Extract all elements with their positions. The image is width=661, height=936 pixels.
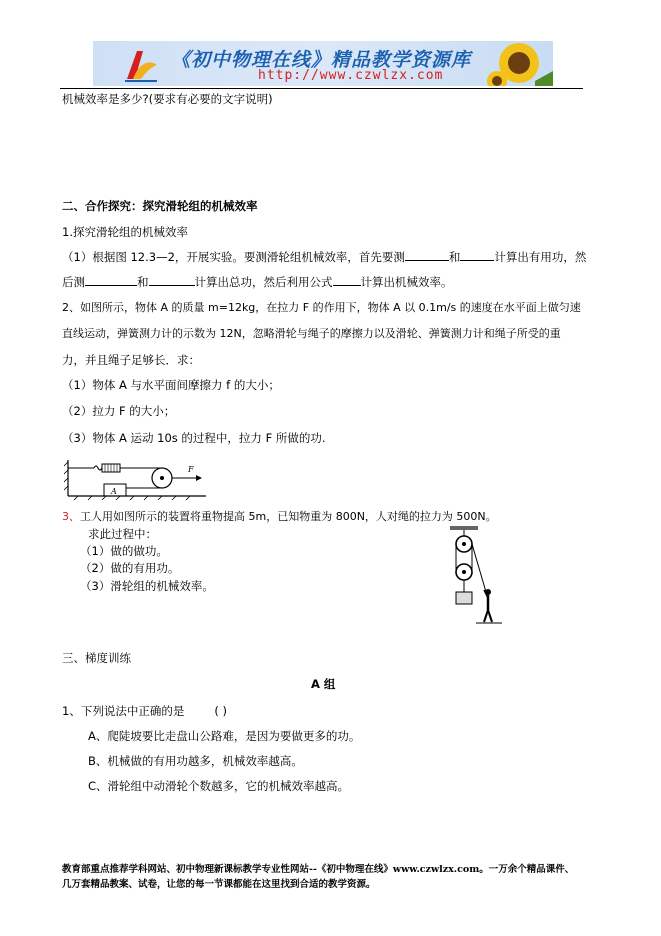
header-rule [60, 88, 583, 89]
option-a: A、爬陡坡要比走盘山公路难，是因为要做更多的功。 [88, 729, 361, 743]
q1-line2-d: 计算出机械效率。 [360, 275, 453, 289]
blank-4[interactable] [149, 274, 195, 286]
q3-ask: 求此过程中： [88, 527, 157, 541]
q1-title: 1.探究滑轮组的机械效率 [62, 225, 188, 239]
blank-3[interactable] [85, 274, 137, 286]
q2-sub3: （3）物体 A 运动 10s 的过程中，拉力 F 所做的功. [62, 431, 326, 445]
q1-line2-a: 后测 [62, 275, 85, 289]
q3-text: 工人用如图所示的装置将重物提高 5m，已知物重为 800N，人对绳的拉力为 500N。 [80, 510, 497, 523]
s3-q1 [62, 703, 227, 719]
blank-5[interactable] [333, 274, 361, 286]
q2-line3: 力，并且绳子足够长．求： [62, 353, 200, 367]
option-c: C、滑轮组中动滑轮个数越多，它的机械效率越高。 [88, 779, 350, 793]
answer-paren: ( ) [214, 704, 227, 718]
section2-heading: 二、合作探究：探究滑轮组的机械效率 [62, 199, 258, 213]
option-b: B、机械做的有用功越多，机械效率越高。 [88, 754, 303, 768]
q1-line1-a: （1）根据图 12.3—2，开展实验。要测滑轮组机械效率，首先要测 [62, 250, 405, 264]
q1-line2 [62, 274, 453, 290]
q1-line2-b: 和 [137, 275, 149, 289]
group-a-heading: A 组 [311, 677, 336, 691]
sunflower-image [485, 41, 553, 86]
s3-q1-text: 1、下列说法中正确的是 [62, 704, 185, 718]
intro-question: 机械效率是多少?(要求有必要的文字说明) [62, 92, 273, 106]
q1-line2-c: 计算出总功，然后利用公式 [194, 275, 333, 289]
pulley-block-worker-figure [446, 526, 506, 626]
pulley-spring-figure [64, 456, 210, 500]
q1-line1-b: 和 [448, 250, 461, 264]
banner-url[interactable]: http://www.czwlzx.com [258, 68, 444, 83]
blank-1[interactable] [405, 249, 449, 261]
site-logo [121, 45, 161, 83]
q3-sub2: （2）做的有用功。 [80, 561, 180, 575]
q3-sub3: （3）滑轮组的机械效率。 [80, 579, 214, 593]
section3-heading: 三、梯度训练 [62, 651, 131, 665]
fig1-label-a: A [111, 487, 117, 496]
header-banner [93, 41, 553, 86]
q1-line1 [62, 249, 586, 265]
blank-2[interactable] [460, 249, 494, 261]
q2-line1: 2、如图所示，物体 A 的质量 m=12kg，在拉力 F 的作用下，物体 A 以 0.1m/s 的速度在水平面上做匀速 [62, 301, 581, 314]
q3-line [62, 509, 497, 525]
fig1-label-f: F [188, 465, 194, 474]
footer-line2: 几万套精品教案、试卷，让您的每一节课都能在这里找到合适的教学资源。 [62, 879, 376, 890]
banner-title: 《初中物理在线》精品教学资源库 [171, 49, 472, 71]
q2-sub1: （1）物体 A 与水平面间摩擦力 f 的大小； [62, 378, 280, 392]
footer-line1: 教育部重点推荐学科网站、初中物理新课标教学专业性网站--《初中物理在线》www.czwlzx.com。一万余个精品课件、 [62, 864, 575, 875]
q3-sub1: （1）做的做功。 [80, 544, 168, 558]
q3-number: 3、 [62, 510, 80, 523]
q1-line1-c: 计算出有用功，然 [494, 250, 587, 264]
q2-sub2: （2）拉力 F 的大小； [62, 404, 176, 418]
q2-line2: 直线运动，弹簧测力计的示数为 12N，忽略滑轮与绳子的摩擦力以及滑轮、弹簧测力计和绳子所受的重 [62, 327, 561, 340]
